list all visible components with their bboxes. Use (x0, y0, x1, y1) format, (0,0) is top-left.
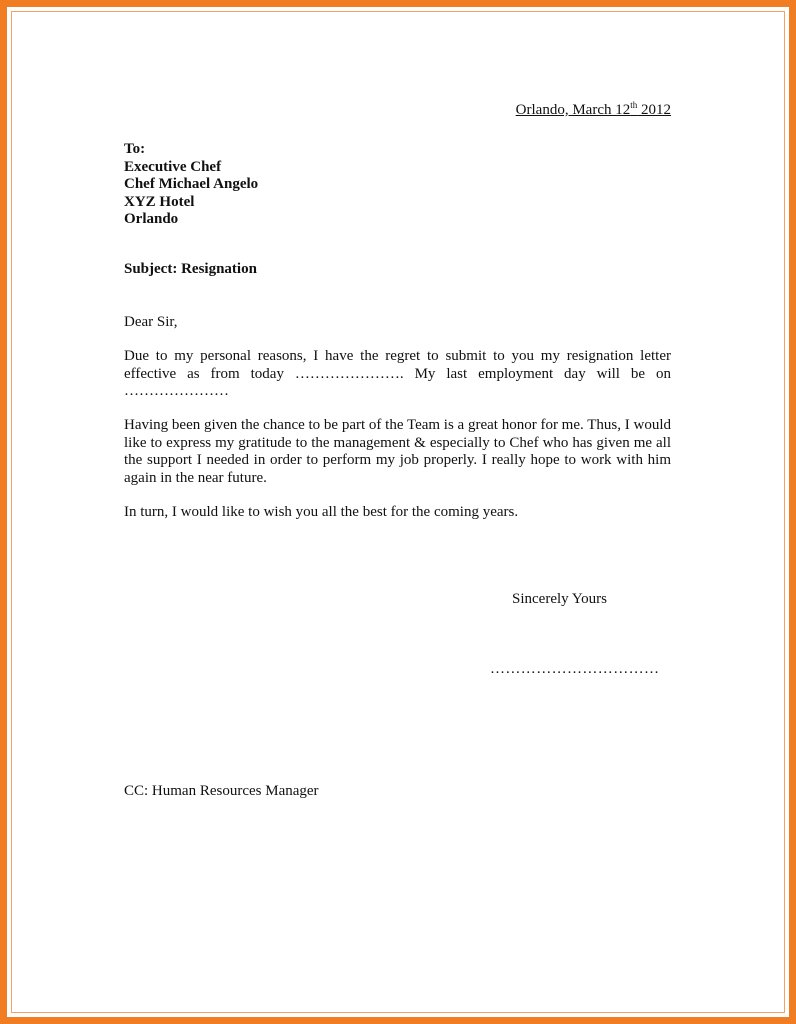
recipient-address (124, 141, 258, 229)
date-text: Orlando, March 12 (515, 102, 631, 118)
body-paragraph-2: Having been given the chance to be part of the Team is a great honor for me. Thus, I would like to express my gratitude to the management & especially to Chef who has given me all the support I needed in order to perform my job properly. I really hope to work with him again in the near future. (124, 417, 671, 486)
date-ordinal-suffix: th (630, 100, 638, 110)
closing: Sincerely Yours (512, 591, 608, 607)
body-paragraph-3: In turn, I would like to wish you all the best for the coming years. (124, 504, 519, 520)
cc-line: CC: Human Resources Manager (124, 783, 319, 799)
body-paragraph-1: Due to my personal reasons, I have the regret to submit to you my resignation letter effective as from today …………………. My last employment day will be on ………………… (124, 348, 671, 399)
recipient-title: Executive Chef (124, 158, 222, 175)
to-label: To: (124, 141, 146, 157)
letter-date (7, 102, 671, 120)
salutation: Dear Sir, (124, 314, 178, 330)
recipient-company: XYZ Hotel (124, 193, 195, 210)
subject-line: Subject: Resignation (124, 261, 257, 277)
signature-line: …………………………… (490, 661, 660, 677)
recipient-name: Chef Michael Angelo (124, 176, 259, 192)
date-year: 2012 (637, 102, 671, 118)
recipient-city: Orlando (124, 211, 179, 227)
